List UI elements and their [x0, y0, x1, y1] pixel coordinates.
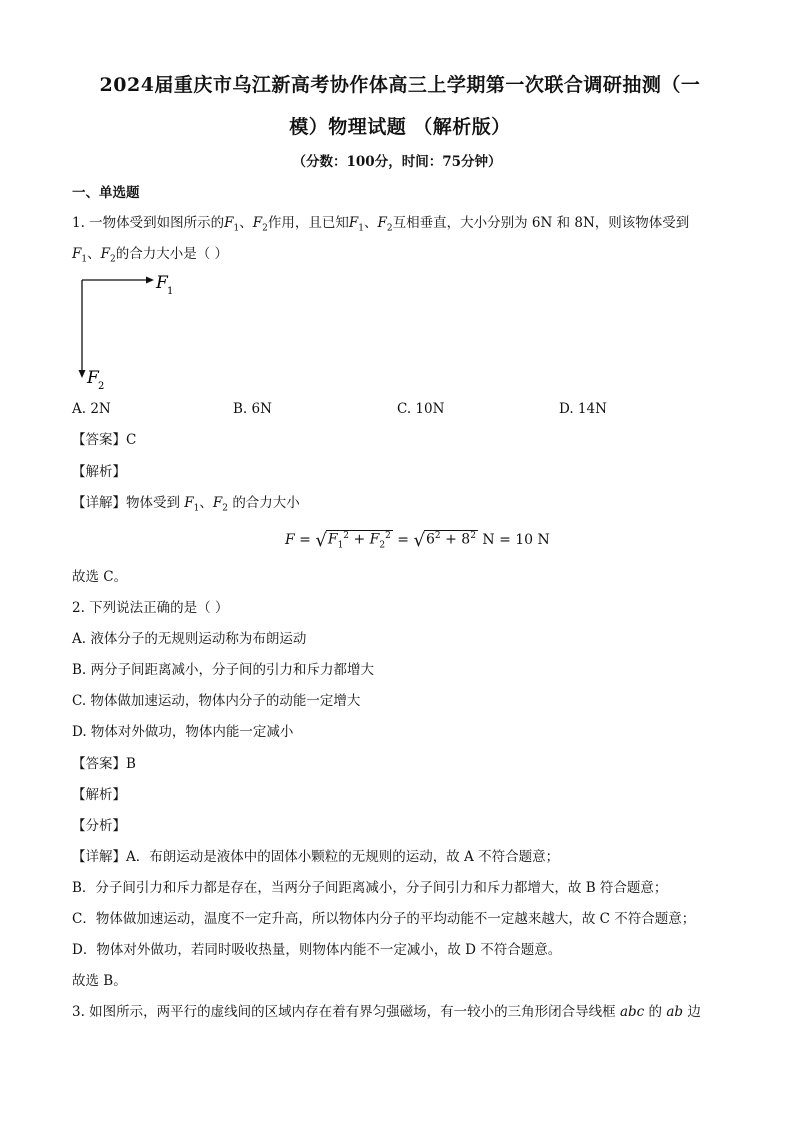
q2-detail-c: C．物体做加速运动，温度不一定升高，所以物体内分子的平均动能不一定越来越大，故 C 不符合题意；	[72, 911, 696, 927]
f1-arrowhead	[146, 277, 154, 284]
q3-edge: 边	[683, 1004, 701, 1020]
q1-detail-text: 【详解】物体受到	[72, 495, 180, 511]
f1-subscript: 1	[167, 286, 174, 297]
q2-answer: 【答案】B	[72, 756, 136, 772]
exam-info: （分数：100分，时间：75分钟）	[292, 154, 502, 170]
q1-option-b: B. 6N	[233, 401, 272, 417]
q3-stem	[72, 1003, 701, 1021]
q1-text-a: 1. 一物体受到如图所示的	[72, 215, 225, 231]
q2-stem: 2. 下列说法正确的是（ ）	[72, 600, 229, 616]
q1-option-c: C. 10N	[397, 401, 445, 417]
q2-detail-a: 【详解】A．布朗运动是液体中的固体小颗粒的无规则的运动，故 A 不符合题意；	[72, 849, 560, 865]
q2-fenxi-label: 【分析】	[72, 818, 126, 834]
q2-option-c: C. 物体做加速运动，物体内分子的动能一定增大	[72, 693, 361, 709]
q1-text-d: 的合力大小是（ ）	[115, 246, 229, 262]
q3-stem-text: 3. 如图所示，两平行的虚线间的区域内存在着有界匀强磁场，有一较小的三角形闭合导线框	[72, 1004, 616, 1020]
f2-arrowhead	[79, 370, 86, 378]
q1-option-a: A. 2N	[72, 401, 111, 417]
q1-stem-line1: 1. 一物体受到如图所示的$F_1$、$F_2$作用，且已知$F_1$、$F_2$互相垂直，大小分别为 6N 和 8N，则该物体受到	[72, 215, 690, 234]
q3-ab: ab	[666, 1004, 684, 1020]
page-title-line2: 模）物理试题 （解析版）	[289, 116, 511, 138]
q2-detail-d: D．物体对外做功，若同时吸收热量，则物体内能不一定减小，故 D 不符合题意。	[72, 942, 562, 958]
section-heading: 一、单选题	[72, 185, 140, 201]
q1-option-d: D. 14N	[559, 401, 607, 417]
q2-option-a: A. 液体分子的无规则运动称为布朗运动	[72, 631, 307, 647]
q1-formula: $F = √F_1^2 + F_2^2 = √6^2 + 8^2$ N = 10 N	[285, 530, 550, 551]
f2-subscript: 2	[98, 381, 105, 392]
q1-detail: 【详解】物体受到 $F_1$、$F_2$ 的合力大小	[72, 495, 300, 514]
q1-formula-result: N = 10 N	[482, 532, 550, 548]
page-title-line1: 2024届重庆市乌江新高考协作体高三上学期第一次联合调研抽测（一	[99, 74, 701, 96]
q2-option-d: D. 物体对外做功，物体内能一定减小	[72, 724, 294, 740]
f1-label: F	[156, 273, 168, 293]
q1-stem-line2: $F_1$、$F_2$的合力大小是（ ）	[72, 246, 229, 265]
q1-analysis-label: 【解析】	[72, 464, 126, 480]
q1-conclusion: 故选 C。	[72, 569, 128, 585]
q2-detail-b: B．分子间引力和斥力都是存在，当两分子间距离减小，分子间引力和斥力都增大，故 B 符合题意；	[72, 880, 668, 896]
q2-conclusion: 故选 B。	[72, 973, 127, 989]
q3-abc: abc	[619, 1004, 645, 1020]
q1-detail-tail: 的合力大小	[232, 495, 300, 511]
q2-option-b: B. 两分子间距离减小，分子间的引力和斥力都增大	[72, 662, 375, 678]
q3-de: 的	[644, 1004, 663, 1020]
f2-label: F	[87, 368, 99, 388]
q1-answer: 【答案】C	[72, 432, 137, 448]
q1-text-c: 互相垂直，大小分别为 6N 和 8N，则该物体受到	[392, 215, 690, 231]
q2-analysis-label: 【解析】	[72, 787, 126, 803]
q1-text-b: 作用，且已知	[267, 215, 349, 231]
force-diagram	[70, 268, 200, 393]
